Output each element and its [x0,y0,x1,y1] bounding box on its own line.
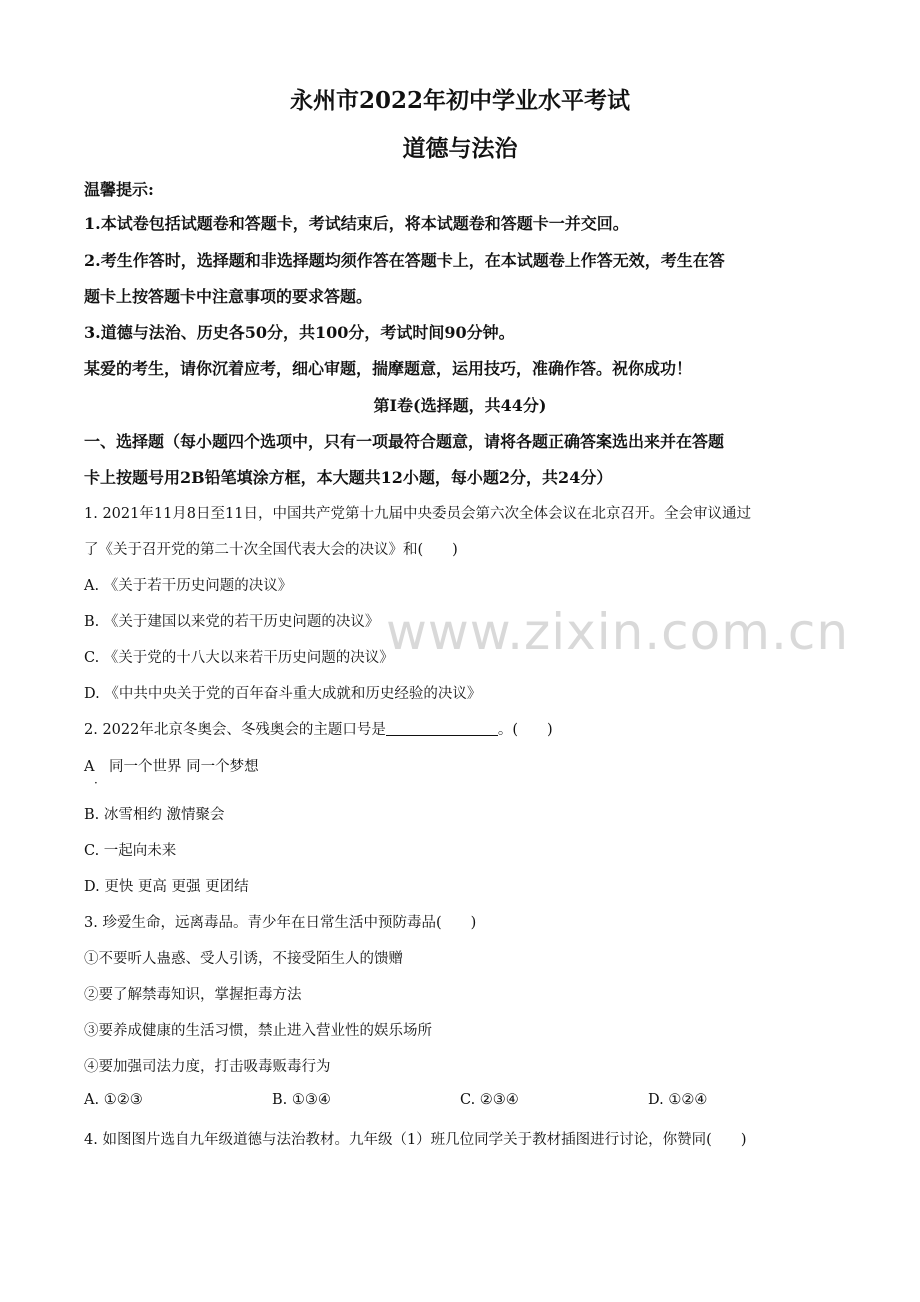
q2-option-a: A 同一个世界 同一个梦想 [84,759,259,775]
q1-option-d: D. 《中共中央关于党的百年奋斗重大成就和历史经验的决议》 [84,686,482,702]
q1-option-c: C. 《关于党的十八大以来若干历史问题的决议》 [84,650,394,666]
q4-stem: 4. 如图图片选自九年级道德与法治教材。九年级（1）班几位同学关于教材插图进行讨论，你赞同( ) [84,1132,747,1148]
q3-option-b: B. ①③④ [272,1092,331,1108]
q2-option-c: C. 一起向未来 [84,843,177,859]
q3-statement-3: ③要养成健康的生活习惯，禁止进入营业性的娱乐场所 [84,1023,432,1039]
q3-option-c: C. ②③④ [460,1092,519,1108]
q3-statement-2: ②要了解禁毒知识，掌握拒毒方法 [84,987,302,1003]
watermark: www.zixin.com.cn [386,603,850,661]
tips-line-2a: 2.考生作答时，选择题和非选择题均须作答在答题卡上，在本试题卷上作答无效，考生在答 [84,251,725,270]
q3-option-a: A. ①②③ [84,1092,143,1108]
exam-title: 永州市2022年初中学业水平考试 [289,87,630,114]
tips-heading: 温馨提示: [84,180,154,199]
tips-line-3: 3.道德与法治、历史各50分，共100分，考试时间90分钟。 [84,323,515,342]
exam-subject: 道德与法治 [402,135,518,162]
stray-dot: · [94,776,98,790]
q3-statement-4: ④要加强司法力度，打击吸毒贩毒行为 [84,1059,331,1075]
q1-stem-2: 了《关于召开党的第二十次全国代表大会的决议》和( ) [84,542,458,558]
tips-line-1: 1.本试卷包括试题卷和答题卡，考试结束后，将本试题卷和答题卡一并交回。 [84,214,629,233]
q2-stem [84,718,553,739]
q3-statement-1: ①不要听人蛊惑、受人引诱，不接受陌生人的馈赠 [84,951,403,967]
answer-blank [386,721,498,736]
q2-option-b: B. 冰雪相约 激情聚会 [84,807,225,823]
q1-stem-1: 1. 2021年11月8日至11日，中国共产党第十九届中央委员会第六次全体会议在北京召开。全会审议通过 [84,506,751,522]
q1-option-a: A. 《关于若干历史问题的决议》 [84,578,293,594]
q3-stem: 3. 珍爱生命，远离毒品。青少年在日常生活中预防毒品( ) [84,915,477,931]
tips-line-2b: 题卡上按答题卡中注意事项的要求答题。 [84,287,373,306]
q3-option-d: D. ①②④ [648,1092,708,1108]
section-title: 第Ⅰ卷(选择题，共44分) [373,396,547,415]
section-instruction-1: 一、选择题（每小题四个选项中，只有一项最符合题意，请将各题正确答案选出来并在答题 [84,432,725,451]
q3-options [84,1092,836,1108]
q1-option-b: B. 《关于建国以来党的若干历史问题的决议》 [84,614,380,630]
q2-stem-pre: 2. 2022年北京冬奥会、冬残奥会的主题口号是 [84,722,386,738]
q2-stem-post: 。( ) [497,722,553,738]
section-instruction-2: 卡上按题号用2B铅笔填涂方框，本大题共12小题，每小题2分，共24分） [84,468,613,487]
tips-line-4: 某爱的考生，请你沉着应考，细心审题，揣摩题意，运用技巧，准确作答。祝你成功！ [84,359,693,378]
q2-option-d: D. 更快 更高 更强 更团结 [84,879,249,895]
